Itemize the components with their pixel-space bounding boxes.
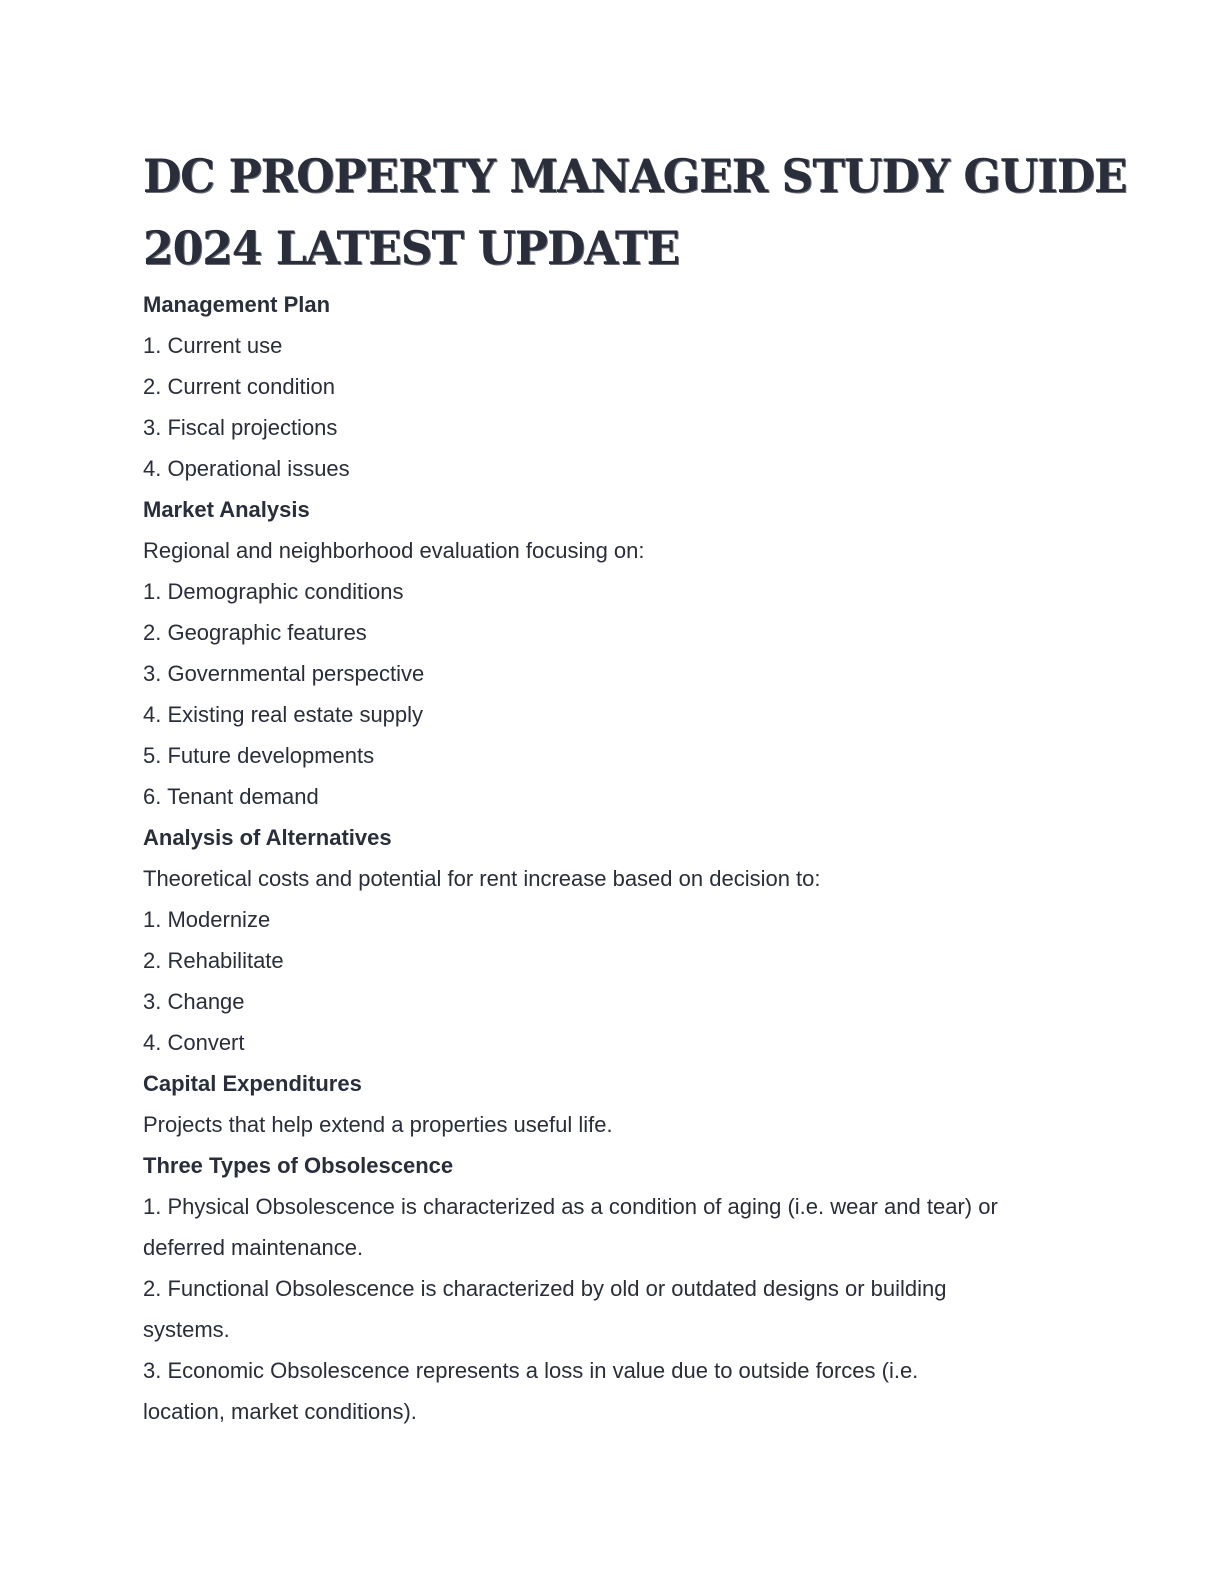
document-title-line-1: DC PROPERTY MANAGER STUDY GUIDE [143, 150, 1127, 204]
section-heading-market-analysis: Market Analysis [143, 497, 310, 522]
paragraph-line: 1. Physical Obsolescence is characterized as a condition of aging (i.e. wear and tear) or [143, 1194, 998, 1219]
list-item: 4. Operational issues [143, 456, 350, 481]
list-item: 1. Demographic conditions [143, 579, 404, 604]
list-item: 5. Future developments [143, 743, 375, 768]
paragraph-line: deferred maintenance. [143, 1235, 364, 1260]
paragraph-line: 3. Economic Obsolescence represents a loss in value due to outside forces (i.e. [143, 1358, 919, 1383]
list-item: 2. Rehabilitate [143, 948, 284, 973]
document-body [143, 284, 1093, 1432]
list-item: 4. Convert [143, 1030, 245, 1055]
list-item: 6. Tenant demand [143, 784, 319, 809]
list-item: 1. Current use [143, 333, 283, 358]
section-intro: Theoretical costs and potential for rent increase based on decision to: [143, 866, 821, 891]
paragraph-line: 2. Functional Obsolescence is characterized by old or outdated designs or building [143, 1276, 947, 1301]
paragraph-line: systems. [143, 1317, 230, 1342]
list-item: 2. Current condition [143, 374, 335, 399]
paragraph-line: location, market conditions). [143, 1399, 417, 1424]
list-item: 3. Fiscal projections [143, 415, 338, 440]
section-heading-management-plan: Management Plan [143, 292, 331, 317]
section-heading-capital-expenditures: Capital Expenditures [143, 1071, 362, 1096]
list-item: 2. Geographic features [143, 620, 367, 645]
list-item: 1. Modernize [143, 907, 271, 932]
list-item: 3. Change [143, 989, 245, 1014]
section-heading-obsolescence: Three Types of Obsolescence [143, 1153, 454, 1178]
section-intro: Regional and neighborhood evaluation focusing on: [143, 538, 645, 563]
list-item: 4. Existing real estate supply [143, 702, 424, 727]
section-heading-analysis-of-alternatives: Analysis of Alternatives [143, 825, 392, 850]
list-item: 3. Governmental perspective [143, 661, 425, 686]
section-text: Projects that help extend a properties useful life. [143, 1112, 613, 1137]
document-title-line-2: 2024 LATEST UPDATE [143, 222, 680, 276]
